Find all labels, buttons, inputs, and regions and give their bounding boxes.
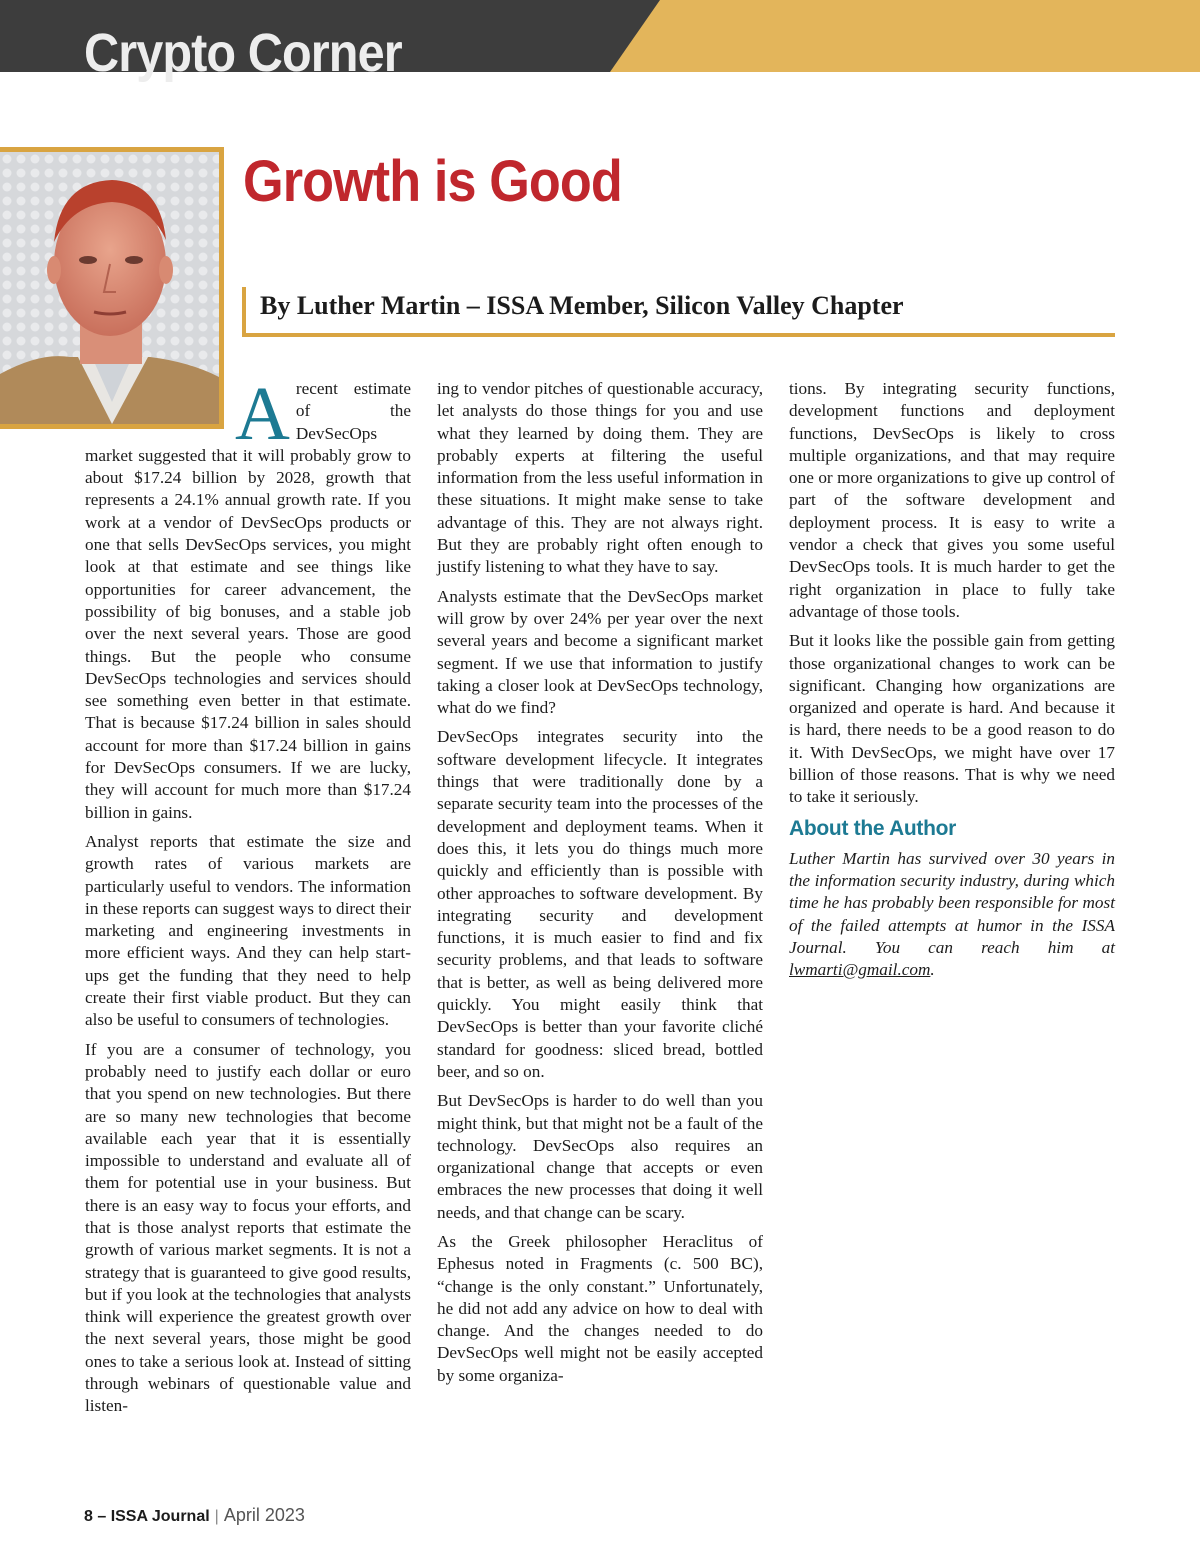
author-email-link[interactable]: lwmarti@gmail.com bbox=[789, 960, 931, 980]
about-author-heading: About the Author bbox=[789, 816, 957, 840]
paragraph bbox=[85, 372, 411, 824]
paragraph: Analysts estimate that the DevSecOps market will grow by over 24% per year over the next several years and become a significant market segment. If we use that information to justify taking a closer look at DevSecOps technology, what do we find? bbox=[437, 586, 763, 718]
paragraph: If you are a consumer of technology, you probably need to justify each dollar or euro that you spend on new technologies. But there are so many new technologies that become available each year that it is essentially impossible to understand and evaluate all of them for potential use in your business. But there is an easy way to focus your efforts, and that is those analyst reports that estimate the growth of various market segments. It is not a strategy that is guaranteed to give good results, but if you look at the technologies that analysts think will experience the greatest growth over the next several years, those might be good ones to take a serious look at. Instead of sitting through webinars of questionable value and listen- bbox=[85, 1039, 411, 1416]
paragraph: But DevSecOps is harder to do well than you might think, but that might not be a fault of the technology. DevSecOps also requires an organizational change that accepts or even embraces the new processes that doing it well needs, and that change can be scary. bbox=[437, 1091, 763, 1222]
paragraph: But it looks like the possible gain from getting those organizational changes to work can be significant. Changing how organizations are organized and operate is hard. And because it is hard, there needs to be a good reason to do it. With DevSecOps, we might have over 17 billion of those reasons. That is why we need to take it seriously. bbox=[789, 631, 1115, 807]
paragraph: As the Greek philosopher Heraclitus of Ephesus noted in Fragments (c. 500 BC), “change is the only constant.” Unfortunately, he did not add any advice on how to deal with change. And the changes needed to do DevSecOps well might not be easily accepted by some organiza- bbox=[437, 1231, 763, 1385]
article-column-2 bbox=[437, 378, 763, 1394]
footer-separator: | bbox=[214, 1508, 219, 1525]
paragraph: ing to vendor pitches of questionable accuracy, let analysts do those things for you and use what they learned by doing them. They are probably experts at filtering the useful information from the less useful information in these situations. It might make sense to take advantage of this. They are not always right. But they are probably right often enough to justify listening to what they have to say. bbox=[437, 379, 763, 577]
article-column-3 bbox=[789, 378, 1115, 988]
about-author-bio: Luther Martin has survived over 30 years in the information security industry, during which time he has probably been responsible for most of the failed attempts at humor in the ISSA Journal. You can reach him at bbox=[789, 848, 1115, 957]
byline-rule bbox=[242, 287, 1115, 337]
paragraph: DevSecOps integrates security into the software development lifecycle. It integrates things that were traditionally done by a separate security team into the processes of the development and deployment teams. When it does this, it lets you do things much more quickly and efficiently than is possible with other approaches to software development. By integrating security and development functions, it is much easier to find and fix security problems, and that leads to software that is better, as well as being delivered more quickly. You might easily think that DevSecOps is better than your favorite cliché standard for goodness: sliced bread, bottled beer, and so on. bbox=[437, 727, 763, 1081]
about-author-end: . bbox=[930, 960, 935, 980]
page-footer bbox=[84, 1504, 305, 1528]
paragraph: Analyst reports that estimate the size and growth rates of various markets are particularly useful to vendors. The information in these reports can suggest ways to direct their marketing and engineering investments in more efficient ways. And they can help start-ups get the funding that they need to help create their first viable product. But they can also be useful to consumers of technologies. bbox=[85, 831, 411, 1030]
article-column-1 bbox=[85, 372, 411, 1425]
about-author-text bbox=[789, 848, 1115, 982]
paragraph-text: recent estimate of the DevSecOps market suggested that it will probably grow to about $17.24 billion by 2028, growth that represents a 24.1% annual growth rate. If you work at a vendor of DevSecOps products or one that sells DevSecOps services, you might look at that estimate and see things like opportunities for career advancement, the possibility of big bonuses, and a stable job over the next several years. Those are good things. But the people who consume DevSecOps technologies and services should see something even better in that estimate. That is because $17.24 billion in sales should account for more than $17.24 billion in gains for DevSecOps consumers. If we are lucky, they will account for much more than $17.24 billion in gains. bbox=[85, 379, 411, 822]
section-label: Crypto Corner bbox=[84, 23, 402, 83]
footer-page-publication: 8 – ISSA Journal bbox=[84, 1508, 210, 1525]
byline: By Luther Martin – ISSA Member, Silicon Valley Chapter bbox=[260, 291, 904, 320]
paragraph: tions. By integrating security functions, development functions and deployment functions, DevSecOps is likely to cross multiple organizations, and that may require one or more organizations to give up control of part of the software development and deployment process. It is easy to write a vendor a check that gives you some useful DevSecOps tools. It is much harder to get the right organization in place to fully take advantage of those tools. bbox=[789, 379, 1115, 621]
drop-cap: A bbox=[235, 372, 290, 456]
footer-date: April 2023 bbox=[223, 1505, 305, 1525]
article-title: Growth is Good bbox=[243, 149, 622, 214]
